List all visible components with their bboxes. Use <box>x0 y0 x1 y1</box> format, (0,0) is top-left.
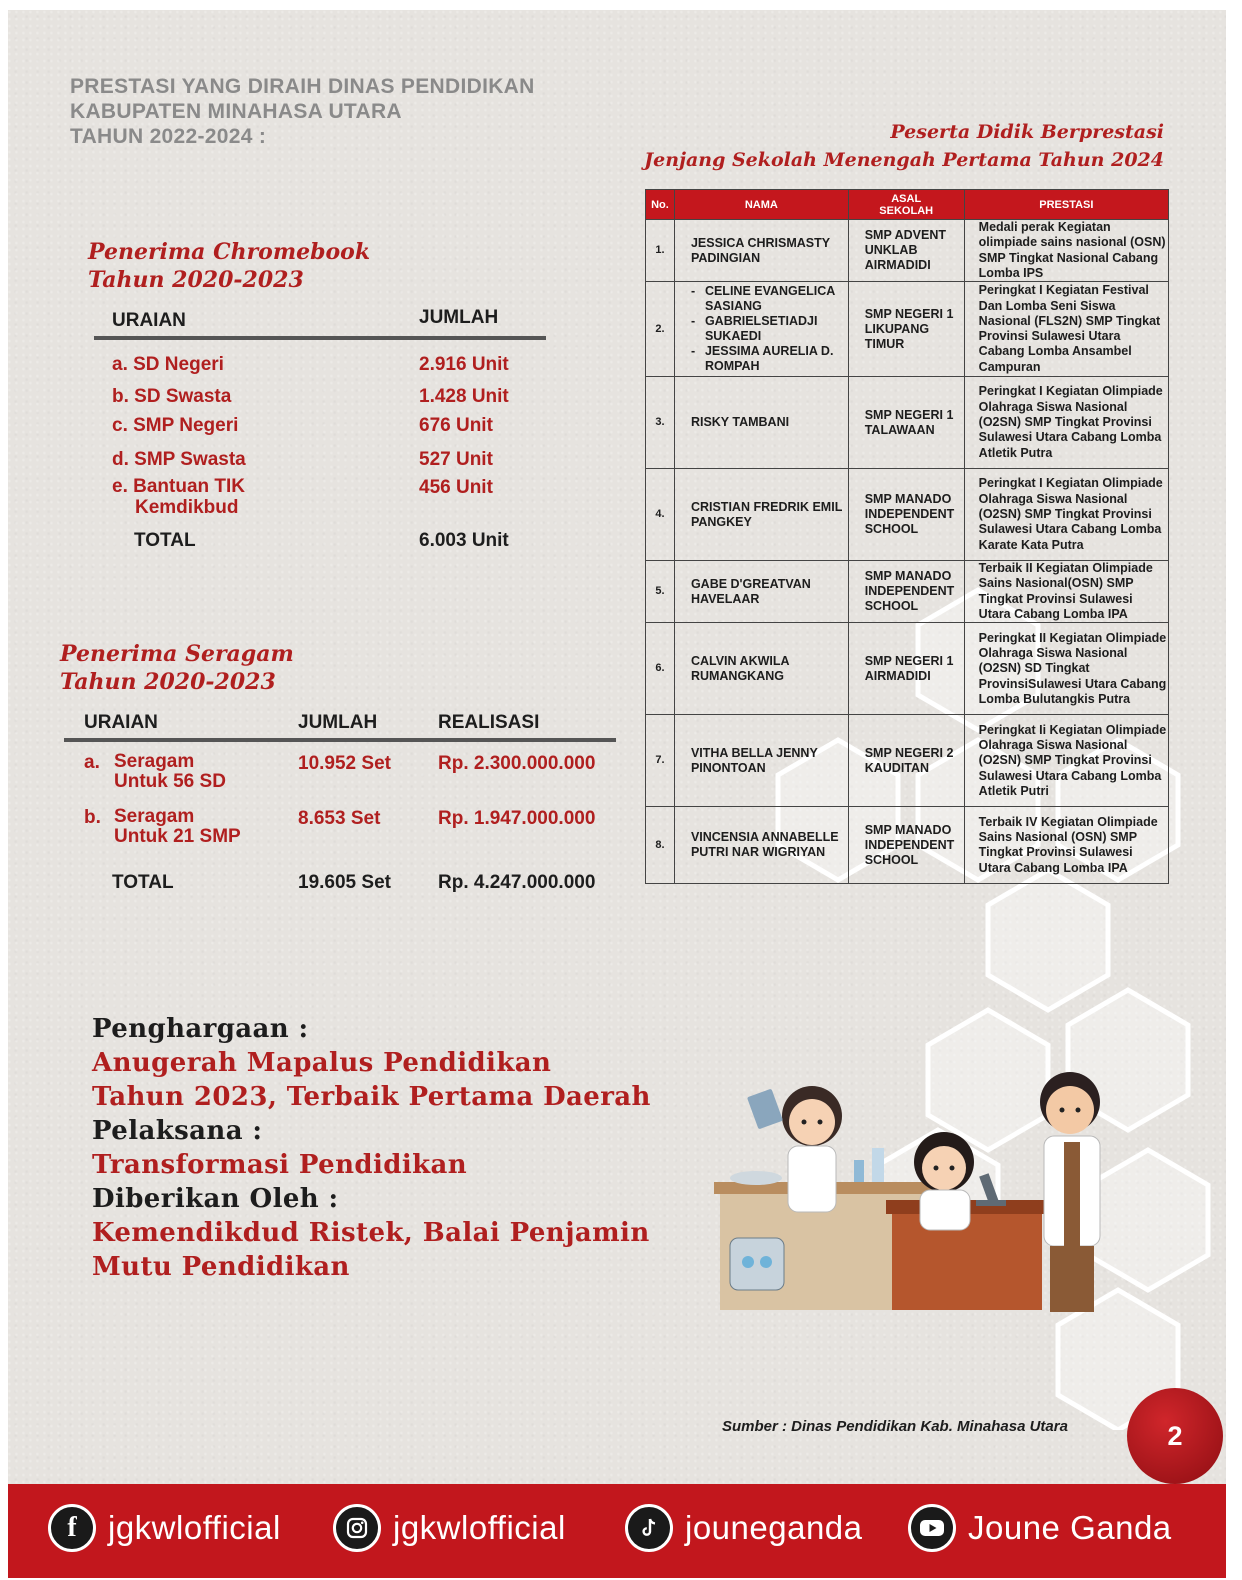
row-no: 7. <box>646 715 675 807</box>
award-value-line: Kemendikdud Ristek, Balai Penjamin <box>92 1218 650 1248</box>
table-row <box>646 623 1169 715</box>
tiktok-icon <box>625 1504 673 1552</box>
page <box>8 10 1226 1578</box>
lab-students-illustration <box>714 1062 1134 1312</box>
award-value-line: Mutu Pendidikan <box>92 1252 350 1282</box>
chromebook-row-label: c. SMP Negeri <box>112 415 239 436</box>
col-nama: NAMA <box>674 190 848 220</box>
row-nama <box>674 282 848 377</box>
youtube-icon <box>908 1504 956 1552</box>
table-row <box>646 282 1169 377</box>
col-prestasi: PRESTASI <box>964 190 1168 220</box>
row-no: 8. <box>646 807 675 884</box>
row-no: 4. <box>646 469 675 561</box>
seragam-col-uraian: URAIAN <box>84 712 158 733</box>
seragam-total-realisasi: Rp. 4.247.000.000 <box>438 872 596 893</box>
row-prestasi: Peringkat I Kegiatan Festival Dan Lomba Seni Siswa Nasional (FLS2N) SMP Tingkat Provinsi Sulawesi Utara Cabang Lomba Ansambel Campuran <box>964 282 1168 377</box>
row-nama-list <box>691 284 844 374</box>
award-value-line: Tahun 2023, Terbaik Pertama Daerah <box>92 1082 651 1112</box>
page-heading <box>70 74 535 149</box>
seragam-row-letter: a. <box>84 752 100 773</box>
seragam-row-label-line1: Seragam <box>114 806 195 827</box>
award-label-diberikan: Diberikan Oleh : <box>92 1184 339 1214</box>
row-no: 2. <box>646 282 675 377</box>
seragam-row-jumlah: 10.952 Set <box>298 753 391 774</box>
facebook-icon: f <box>48 1504 96 1552</box>
youtube-handle: Joune Ganda <box>968 1509 1172 1546</box>
award-value-line: Transformasi Pendidikan <box>92 1150 468 1180</box>
row-nama-item: - JESSIMA AURELIA D. ROMPAH <box>691 344 844 374</box>
chromebook-title <box>88 238 370 294</box>
row-prestasi: Peringkat I Kegiatan Olimpiade Olahraga Siswa Nasional (O2SN) SMP Tingkat Provinsi Sulawesi Utara Cabang Lomba Karate Kata Putra <box>964 469 1168 561</box>
seragam-title-line2: Tahun 2020-2023 <box>60 669 276 695</box>
row-school: SMP MANADO INDEPENDENT SCHOOL <box>848 469 964 561</box>
tiktok-handle: jouneganda <box>685 1509 863 1546</box>
row-no: 1. <box>646 220 675 282</box>
row-nama: GABE D'GREATVAN HAVELAAR <box>674 561 848 623</box>
table-row <box>646 807 1169 884</box>
row-school: SMP NEGERI 1 TALAWAAN <box>848 377 964 469</box>
row-prestasi: Peringkat II Kegiatan Olimpiade Olahraga Siswa Nasional (O2SN) SD Tingkat ProvinsiSulawesi Utara Cabang Lomba Bulutangkis Putra <box>964 623 1168 715</box>
chromebook-row-label: d. SMP Swasta <box>112 449 246 470</box>
row-school: SMP MANADO INDEPENDENT SCHOOL <box>848 807 964 884</box>
seragam-title-line1: Penerima Seragam <box>60 641 294 667</box>
row-no: 6. <box>646 623 675 715</box>
seragam-total-label: TOTAL <box>112 872 174 893</box>
table-row <box>646 561 1169 623</box>
award-label-pelaksana: Pelaksana : <box>92 1116 263 1146</box>
social-facebook[interactable] <box>48 1504 281 1552</box>
chromebook-total-value: 6.003 Unit <box>419 530 509 551</box>
seragam-divider <box>64 738 616 742</box>
row-prestasi: Peringkat I Kegiatan Olimpiade Olahraga Siswa Nasional (O2SN) SMP Tingkat Provinsi Sulawesi Utara Cabang Lomba Atletik Putra <box>964 377 1168 469</box>
row-school: SMP NEGERI 1 AIRMADIDI <box>848 623 964 715</box>
seragam-row-label-line2: Untuk 56 SD <box>114 771 226 792</box>
seragam-row-realisasi: Rp. 2.300.000.000 <box>438 753 596 774</box>
table-row <box>646 377 1169 469</box>
instagram-icon <box>333 1504 381 1552</box>
chromebook-total-label: TOTAL <box>134 530 196 551</box>
chromebook-row-label: b. SD Swasta <box>112 386 232 407</box>
seragam-row-label <box>114 807 241 847</box>
row-no: 5. <box>646 561 675 623</box>
source-note: Sumber : Dinas Pendidikan Kab. Minahasa Utara <box>722 1418 1068 1435</box>
chromebook-row-value: 527 Unit <box>419 449 493 470</box>
col-asal-line1: ASAL <box>891 192 922 205</box>
chromebook-row-label-line1: e. Bantuan TIK <box>112 476 246 497</box>
row-nama-item: - CELINE EVANGELICA SASIANG <box>691 284 844 314</box>
students-table <box>645 189 1169 884</box>
chromebook-title-line2: Tahun 2020-2023 <box>88 267 304 293</box>
award-label-penghargaan: Penghargaan : <box>92 1014 309 1044</box>
chromebook-row-label <box>112 476 245 518</box>
social-youtube[interactable] <box>908 1504 1172 1552</box>
row-nama: VINCENSIA ANNABELLE PUTRI NAR WIGRIYAN <box>674 807 848 884</box>
award-value-line: Anugerah Mapalus Pendidikan <box>92 1048 552 1078</box>
students-title-line1: Peserta Didik Berprestasi <box>890 121 1164 143</box>
row-nama: CALVIN AKWILA RUMANGKANG <box>674 623 848 715</box>
row-prestasi: Peringkat Ii Kegiatan Olimpiade Olahraga Siswa Nasional (O2SN) SMP Tingkat Provinsi Sulawesi Utara Cabang Lomba Atletik Putri <box>964 715 1168 807</box>
row-nama: CRISTIAN FREDRIK EMIL PANGKEY <box>674 469 848 561</box>
row-school: SMP ADVENT UNKLAB AIRMADIDI <box>848 220 964 282</box>
seragam-row-label <box>114 752 226 792</box>
heading-line-2: KABUPATEN MINAHASA UTARA <box>70 100 402 123</box>
chromebook-col-jumlah: JUMLAH <box>419 307 499 328</box>
row-nama-item: - GABRIELSETIADJI SUKAEDI <box>691 314 844 344</box>
students-title <box>644 118 1164 174</box>
table-row <box>646 469 1169 561</box>
row-nama: JESSICA CHRISMASTY PADINGIAN <box>674 220 848 282</box>
chromebook-col-uraian: URAIAN <box>112 310 186 331</box>
chromebook-row-label: a. SD Negeri <box>112 354 224 375</box>
chromebook-row-value: 456 Unit <box>419 477 493 498</box>
seragam-row-label-line2: Untuk 21 SMP <box>114 826 241 847</box>
students-table-header <box>646 190 1169 220</box>
col-asal-sekolah <box>848 190 964 220</box>
col-asal-line2: SEKOLAH <box>879 204 934 217</box>
facebook-handle: jgkwlofficial <box>108 1509 281 1546</box>
chromebook-title-line1: Penerima Chromebook <box>88 239 371 265</box>
social-footer <box>8 1484 1226 1578</box>
social-tiktok[interactable] <box>625 1504 863 1552</box>
chromebook-row-value: 2.916 Unit <box>419 354 509 375</box>
award-block <box>92 1012 651 1284</box>
row-no: 3. <box>646 377 675 469</box>
heading-line-3: TAHUN 2022-2024 : <box>70 125 267 148</box>
seragam-col-jumlah: JUMLAH <box>298 712 378 733</box>
seragam-total-jumlah: 19.605 Set <box>298 872 391 893</box>
row-school: SMP NEGERI 1 LIKUPANG TIMUR <box>848 282 964 377</box>
row-school: SMP NEGERI 2 KAUDITAN <box>848 715 964 807</box>
page-number-badge: 2 <box>1127 1388 1223 1484</box>
seragam-row-label-line1: Seragam <box>114 751 195 772</box>
row-prestasi: Terbaik II Kegiatan Olimpiade Sains Nasional(OSN) SMP Tingkat Provinsi Sulawesi Utara Cabang Lomba IPA <box>964 561 1168 623</box>
chromebook-row-value: 676 Unit <box>419 415 493 436</box>
table-row <box>646 220 1169 282</box>
row-nama: VITHA BELLA JENNY PINONTOAN <box>674 715 848 807</box>
chromebook-row-label-line2: Kemdikbud <box>135 497 239 518</box>
heading-line-1: PRESTASI YANG DIRAIH DINAS PENDIDIKAN <box>70 75 535 98</box>
seragam-col-realisasi: REALISASI <box>438 712 540 733</box>
social-instagram[interactable] <box>333 1504 566 1552</box>
row-school: SMP MANADO INDEPENDENT SCHOOL <box>848 561 964 623</box>
col-no: No. <box>646 190 675 220</box>
table-row <box>646 715 1169 807</box>
instagram-handle: jgkwlofficial <box>393 1509 566 1546</box>
row-prestasi: Medali perak Kegiatan olimpiade sains nasional (OSN) SMP Tingkat Nasional Cabang Lomba IPS <box>964 220 1168 282</box>
row-nama: RISKY TAMBANI <box>674 377 848 469</box>
seragam-row-letter: b. <box>84 807 101 828</box>
chromebook-divider <box>94 336 546 340</box>
row-prestasi: Terbaik IV Kegiatan Olimpiade Sains Nasional (OSN) SMP Tingkat Provinsi Sulawesi Utara Cabang Lomba IPA <box>964 807 1168 884</box>
chromebook-row-value: 1.428 Unit <box>419 386 509 407</box>
seragam-row-jumlah: 8.653 Set <box>298 808 381 829</box>
students-title-line2: Jenjang Sekolah Menengah Pertama Tahun 2024 <box>644 149 1164 171</box>
seragam-row-realisasi: Rp. 1.947.000.000 <box>438 808 596 829</box>
seragam-title <box>60 640 294 696</box>
